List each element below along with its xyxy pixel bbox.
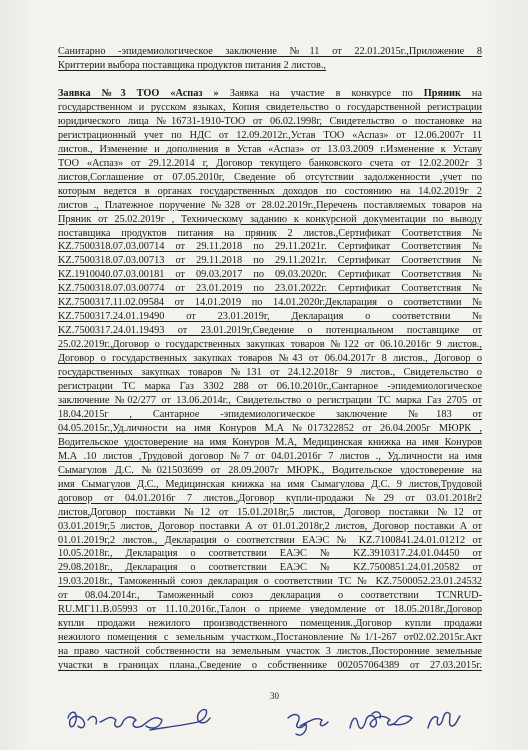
application-line: регистрации ТС марка Газ 3302 288 от 06.10.2010г.,Сантарное -эпидемиологическое — [58, 381, 482, 393]
application-line: 19.03.2018г., Таможенный союз декларация о соответствии ТС № KZ.7500052.23.01.24532 — [58, 576, 482, 588]
application-line: листов ., Платежное поручение №328 от 28.02.2019г.,Перечень поставляемых товаров на — [58, 199, 482, 211]
intro-line: Криттерии выбора поставщика продуктов питания 2 листов., — [58, 59, 327, 71]
application-line: поставщика продуктов питания на пряник 2 листов.,Сертификат Соответствия № — [58, 227, 482, 239]
application-line: 03.01.2019г,5 листов, Договор поставки А от 01.01.2018г,2 листов, Договор поставки А от — [58, 520, 482, 532]
application-line: KZ.7500317.24.01.19493 от 23.01.2019г,Сведение о потенциальном поставщике от — [58, 325, 482, 337]
application-line: имя Сымагулов Д.С., Медицинская книжка на имя Сымагулова Д.С. 9 листов,Трудовой — [58, 478, 482, 490]
application-line: Сымагулов Д.С. №021503699 от 28.09.2007г МЮРК., Водительское удостоверение на — [58, 464, 482, 476]
application-line: участки в границах плана.,Сведение о собственнике 002057064389 от 27.03.2015г. — [58, 660, 482, 672]
intro-line: Санитарно -эпидемиологическое заключение №11 от 22.01.2015г.,Приложение 8 — [58, 46, 482, 57]
application-line: регистрационный учет по НДС от 12.09.2012г.,Устав ТОО «Аспаз» от 12.06.2007г 11 — [58, 129, 482, 141]
application-text-end: на — [460, 88, 482, 99]
application-line: KZ.7500318.07.03.00714 от 29.11.2018 по 29.11.2021г. Сертификат Соответствия № — [58, 241, 482, 253]
signatures-area — [0, 700, 528, 750]
application-line: листов,Договор поставки №12 от 15.01.2018г,5 листов, Договор поставки №12 от — [58, 506, 482, 518]
application-line: государственном и русском языках, Копия свидетельство о государственной регистрации — [58, 101, 482, 113]
application-line: 10.05.2018г., Декларация о соответствии ЕАЭС № KZ.3910317.24.01.04450 от — [58, 548, 482, 560]
signature-3 — [350, 712, 412, 728]
application-line: KZ.1910040.07.03.00181 от 09.03.2017 по 09.03.2020г. Сертификат Соответствия № — [58, 269, 482, 281]
application-line: Договор о государственных закупках товаров №43 от 06.04.2017г 8 листов., Договор о — [58, 353, 482, 365]
application-line: KZ.7500318.07.03.00774 от 23.01.2019 по 23.01.2022г. Сертификат Соответствия № — [58, 283, 482, 295]
application-line: нежилого помещения с земельным участком.,Постановление №1/1-267 от02.02.2015г.Акт — [58, 632, 482, 644]
intro-paragraph — [58, 45, 482, 73]
product-name: Пряник — [423, 88, 461, 99]
application-title: Заявка №3 ТОО «Аспаз » — [58, 88, 219, 99]
application-line: KZ.7500317.11.02.09584 от 14.01.2019 по 14.01.2020г.Декларация о соответствии № — [58, 297, 482, 309]
application-line: 25.02.2019г.,Договор о государственных закупках товаров №122 от 06.10.2016г 9 листов., — [58, 339, 482, 351]
application-line: ТОО «Аспаз» от 29.12.2014 г, Договор текущего банковского счета от 12.02.2002г 3 — [58, 157, 482, 169]
application-line: RU.МГ11.В.05993 от 11.10.2016г.,Талон о приеме уведомление от 18.05.2018г.Договор — [58, 604, 482, 616]
application-line: которым ведется в органах государственных доходов по состоянию на 14.02.2019г 2 — [58, 185, 482, 197]
application-line: KZ.7500318.07.03.00713 от 29.11.2018 по 29.11.2021г. Сертификат Соответствия № — [58, 255, 482, 267]
application-line: KZ.7500317.24.01.19490 от 23.01.2019г, Декларация о соответствии № — [58, 311, 482, 323]
application-line: купли продажи нежилого производственного помещения.,Договор купли продажи — [58, 618, 482, 630]
application-line: 29.08.2018г., Декларация о соответствии ЕАЭС № KZ.7500851.24.01.20582 от — [58, 562, 482, 574]
application-heading-line — [58, 87, 482, 101]
application-text: Заявка на участие в конкурсе по — [218, 88, 424, 99]
application-line: 18.04.2015г , Сантарное -эпидемиологическое заключение №183 от — [58, 408, 482, 420]
application-line: листов,Соглашение от 07.05.2010г, Сведение об отсутствии задолженности ,учет по — [58, 171, 482, 183]
signature-1 — [68, 710, 210, 730]
application-line: на право частной собственности на земельным участок 3 листов.,Посторонние земельные — [58, 646, 482, 658]
application-line: 01.01.2019г,2 листов., Декларация о соответствии ЕАЭС № KZ.7100841.24.01.01212 от — [58, 534, 482, 546]
application-line: государственных закупках товаров №131 от 24.12.2018г 9 листов., Свидетельство о — [58, 367, 482, 379]
application-line: Водительское удостоверение на имя Конуров М.А, Медицинская книжка на имя Конуров — [58, 436, 482, 448]
signature-2 — [288, 715, 328, 736]
application-line: М.А .10 листов ,Трудовой договор №7 от 04.01.2016г 7 листов ., Уд.личности на имя — [58, 450, 482, 462]
application-line: юридического лица №16731-1910-ТОО от 06.02.1998г, Свидетельство о постановке на — [58, 115, 482, 127]
application-line: 04.05.2015г.,Уд.личности на имя Конуров М.А №017322852 от 26.04.2005г МЮРК , — [58, 422, 482, 434]
application-line: от 08.04.2014г., Таможенный союз декларация о соответствии TCNRUD- — [58, 590, 482, 602]
application-line: Пряник от 25.02.2019г , Техническому заданию к конкурсной документации по выводу — [58, 213, 482, 225]
application-line: заключение №02/277 от 13.06.2014г., Свидетельство о регистрации ТС марка Газ 2705 от — [58, 394, 482, 406]
signature-4 — [428, 712, 460, 728]
application-line: листов., Изменение и дополнения в Устав «Аспаз» от 13.03.2009 г.Изменение к Уставу — [58, 143, 482, 155]
page-number: 30 — [270, 691, 279, 701]
application-line: договор от 04.01.2016г 7 листов.,Договор купли-продажи №29 от 03.01.2018г2 — [58, 492, 482, 504]
application-paragraph — [58, 87, 482, 673]
